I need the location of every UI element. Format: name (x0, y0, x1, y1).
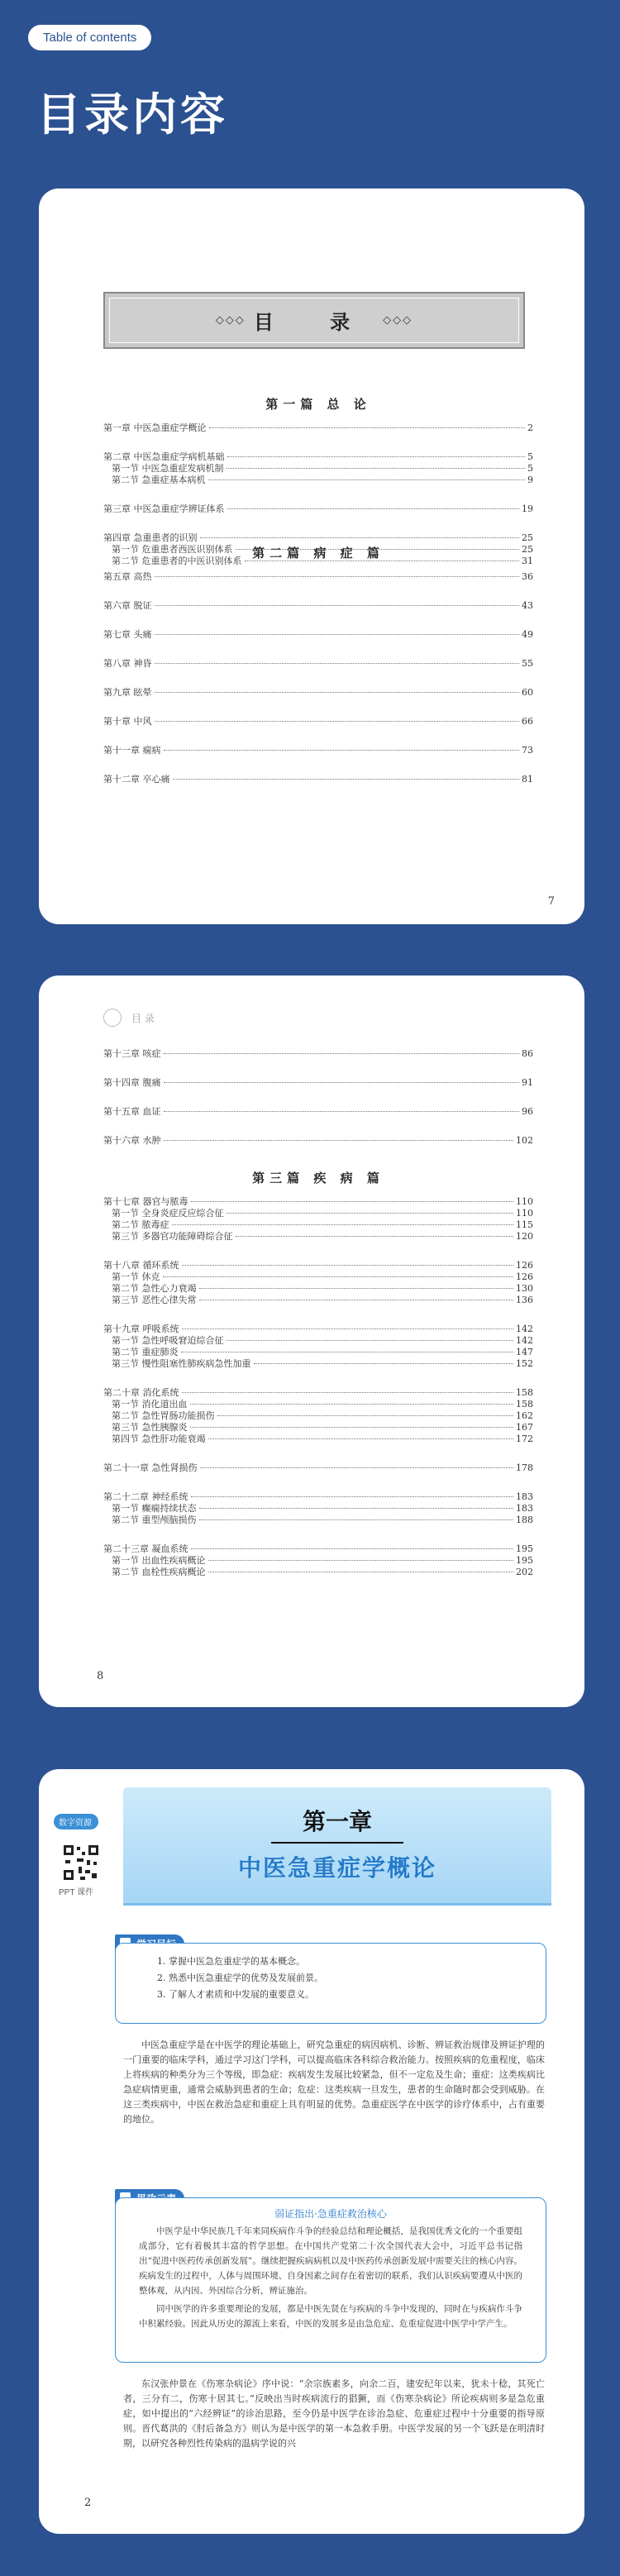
toc-entry-label: 第十九章 呼吸系统 (103, 1324, 179, 1334)
toc-page-number: 158 (516, 1399, 533, 1410)
part-title: 第一篇 总 论 (265, 397, 371, 412)
toc-heading-banner (103, 292, 525, 349)
dot-leader (163, 1276, 514, 1277)
toc-entry-label: 第十三章 咳症 (103, 1048, 161, 1059)
toc-entry-label: 第二节 急性心力衰竭 (112, 1283, 197, 1294)
dot-leader (164, 1082, 520, 1083)
chapter-title: 中医急重症学概论 (237, 1854, 436, 1882)
toc-entry-label: 第二节 急性胃肠功能损伤 (112, 1410, 215, 1421)
ideology-text: 同中医学的许多重要理论的发展，都是中医先贤在与疾病的斗争中发现的，同时在与疾病作斗争中积累经验。因此从历史的源流上来看，中医的发展多是由急危症、危重症促进中医学中学产生。 (139, 2304, 522, 2329)
toc-section-row (103, 1283, 533, 1295)
toc-page-number: 195 (516, 1555, 533, 1566)
toc-page-number: 152 (516, 1358, 533, 1369)
toc-section-row (103, 1433, 533, 1445)
dot-leader (155, 634, 520, 635)
dot-leader (208, 479, 526, 480)
dot-leader (190, 1427, 514, 1428)
dot-leader (200, 537, 520, 538)
toc-chapter-row (103, 571, 533, 583)
toc-entry-label: 第三章 中医急重症学辨证体系 (103, 503, 225, 514)
toc-page-number: 19 (522, 503, 533, 514)
toc-page-number: 110 (516, 1208, 533, 1219)
toc-chapter-row (103, 1491, 533, 1503)
toc-entry-label: 第七章 头痛 (103, 629, 152, 640)
toc-heading: 目 录 (253, 310, 375, 334)
dot-leader (190, 1404, 514, 1405)
toc-page-number: 5 (527, 463, 533, 474)
toc-page-number: 81 (522, 774, 533, 785)
toc-entry-label: 第二十三章 凝血系统 (103, 1543, 188, 1554)
toc-chapter-row (103, 532, 533, 544)
dot-leader (208, 1438, 514, 1439)
dot-leader (217, 1415, 514, 1416)
toc-chapter-row (103, 503, 533, 515)
toc-page-number: 66 (522, 716, 533, 727)
ideology-heading: 弱证指出·急重症救治核心 (274, 2208, 387, 2220)
toc-chapter-row (103, 1048, 533, 1060)
toc-section-row (103, 1335, 533, 1347)
toc-page-number: 167 (516, 1422, 533, 1433)
toc-entry-label: 第一节 癫痫持续状态 (112, 1503, 197, 1514)
toc-chapter-row (103, 1260, 533, 1271)
toc-page-number: 5 (527, 451, 533, 462)
toc-section-row (103, 1555, 533, 1567)
toc-section-row (103, 1567, 533, 1578)
toc-page-number: 60 (522, 687, 533, 698)
ornament-right-icon: ◇◇◇ (383, 314, 413, 327)
dot-leader (227, 1213, 514, 1214)
toc-page-number: 183 (516, 1491, 533, 1502)
toc-page-number: 130 (516, 1283, 533, 1294)
toc-entry-label: 第四章 急重患者的识别 (103, 532, 198, 543)
page-number: 8 (97, 1670, 104, 1682)
toc-entry-label: 第三节 急性胰腺炎 (112, 1422, 188, 1433)
digital-resource-badge: 数字资源 (54, 1814, 98, 1829)
toc-entry-label: 第六章 脱证 (103, 600, 152, 611)
toc-section-row (103, 1231, 533, 1243)
dot-leader (199, 1288, 514, 1289)
toc-entry-label: 第二十章 消化系统 (103, 1387, 179, 1398)
dot-leader (173, 779, 520, 780)
chapter-number: 第一章 (302, 1808, 372, 1835)
toc-entry-label: 第二十一章 急性肾损伤 (103, 1462, 198, 1473)
toc-page-number: 142 (516, 1324, 533, 1334)
toc-entry-label: 第十五章 血证 (103, 1106, 161, 1117)
intro-paragraph: 中医急重症学是在中医学的理论基础上，研究急重症的病因病机、诊断、辨证救治规律及辨证护理的一门重要的临床学科，通过学习这门学科，可以提高临床各科综合救治能力。按照疾病的危重程度，临床上将疾病的种类分为三个等级，即急症：疾病发生发展比较紧急，但不一定危及生命；重症：这类疾病比急症病情更重，通常会威胁到患者的生命；危症：这类疾病一旦发生，患者的生命随时都会受到威胁。在这三类疾病中，中医在救治急症和重症上具有明显的优势。急重症医学在中医学的诊疗体系中，占有重要的地位。 (123, 2039, 545, 2125)
toc-entry-label: 第二十二章 神经系统 (103, 1491, 188, 1502)
toc-page-number: 43 (522, 600, 533, 611)
publisher-logo-icon (103, 1009, 122, 1027)
toc-page-number: 188 (516, 1515, 533, 1525)
toc-entry-label: 第一章 中医急重症学概论 (103, 422, 207, 433)
dot-leader (199, 1508, 514, 1509)
toc-chapter-row (103, 1196, 533, 1208)
toc-page-number: 2 (527, 422, 533, 433)
toc-section-row (103, 463, 533, 475)
dot-leader (155, 692, 520, 693)
toc-entry-label: 第一节 休克 (112, 1271, 160, 1282)
toc-page-number: 142 (516, 1335, 533, 1346)
dot-leader (191, 1548, 514, 1549)
toc-page-number: 120 (516, 1231, 533, 1242)
ideology-text: 中医学是中华民族几千年来同疾病作斗争的经验总结和理论概括，是我国优秀文化的一个重要组成部分，它有着极其丰富的哲学思想。在中国共产党第二十次全国代表大会中，习近平总书记指出“促进中医药传承创新发展”。继续把握疾病病机以及中医药传承创新发展中需要关注的核心内容。疾病发生的过程中，人体与周围环境、自身因素之间存在着密切的联系，我们认识疾病要遵从中医的整体观，从内因、外因综合分析，辨证施治。 (139, 2226, 522, 2296)
toc-page-number: 102 (516, 1135, 533, 1146)
toc-chapter-row (103, 1387, 533, 1399)
toc-section-row (103, 1399, 533, 1410)
dot-leader (155, 576, 520, 577)
chapter-banner (123, 1787, 551, 1906)
ideology-box (115, 2197, 546, 2363)
toc-page-number: 9 (527, 475, 533, 485)
dot-leader (227, 1340, 514, 1341)
toc-page-number: 126 (516, 1260, 533, 1271)
toc-section-row (103, 1503, 533, 1515)
toc-entry-label: 第四节 急性肝功能衰竭 (112, 1433, 206, 1444)
toc-entry-label: 第一节 出血性疾病概论 (112, 1555, 206, 1566)
toc-chapter-row (103, 1462, 533, 1474)
toc-section-row (103, 1347, 533, 1358)
qr-code-icon (62, 1844, 100, 1882)
page-number: 2 (84, 2497, 92, 2509)
toc-entry-label: 第九章 眩晕 (103, 687, 152, 698)
dot-leader (199, 1519, 514, 1520)
objective-item: 2. 熟悉中医急重症学的优势及发展前景。 (157, 1973, 323, 1983)
dot-leader (155, 605, 520, 606)
toc-entry-label: 第三节 多器官功能障碍综合征 (112, 1231, 233, 1242)
toc-section-row (103, 1295, 533, 1306)
objective-item: 1. 掌握中医急危重症学的基本概念。 (157, 1956, 305, 1967)
toc-entry-label: 第十一章 痫病 (103, 745, 161, 756)
toc-page-number: 195 (516, 1543, 533, 1554)
toc-entry-label: 第一节 危重患者西医识别体系 (112, 544, 233, 555)
page-title: 目录内容 (36, 88, 228, 141)
toc-entry-label: 第二节 重型颅脑损伤 (112, 1515, 197, 1525)
toc-entry-label: 第二章 中医急重症学病机基础 (103, 451, 225, 462)
toc-page-number: 172 (516, 1433, 533, 1444)
toc-chapter-row (103, 600, 533, 612)
dot-leader (164, 1140, 514, 1141)
toc-chapter-row (103, 1106, 533, 1118)
toc-chapter-row (103, 658, 533, 670)
toc-entry-label: 第十四章 腹痛 (103, 1077, 161, 1088)
toc-page-number: 91 (522, 1077, 533, 1088)
dot-leader (227, 468, 526, 469)
toc-part2 (103, 544, 533, 785)
toc-chapter-row (103, 1077, 533, 1089)
dot-leader (164, 1111, 520, 1112)
toc-section-row (103, 1358, 533, 1370)
toc-entry-label: 第十八章 循环系统 (103, 1260, 179, 1271)
toc-entry-label: 第二节 重症肺炎 (112, 1347, 179, 1357)
toc-entry-label: 第二节 血栓性疾病概论 (112, 1567, 206, 1577)
toc-page-number: 178 (516, 1462, 533, 1473)
dot-leader (155, 721, 520, 722)
dot-leader (236, 1236, 514, 1237)
dot-leader (172, 1224, 514, 1225)
toc-entry-label: 第八章 神昏 (103, 658, 152, 669)
toc-page-number: 136 (516, 1295, 533, 1305)
toc-chapter-row (103, 422, 533, 434)
dot-leader (182, 1265, 514, 1266)
dot-leader (191, 1201, 514, 1202)
dot-leader (164, 1053, 520, 1054)
dot-leader (200, 1467, 514, 1468)
toc-entry-label: 第一节 中医急重症发病机制 (112, 463, 224, 474)
objectives-box (115, 1943, 546, 2024)
running-head (103, 1009, 155, 1027)
qr-label: PPT 课件 (59, 1888, 94, 1897)
chapter-page-2 (39, 1769, 584, 2534)
dot-leader (164, 750, 520, 751)
toc-page-number: 36 (522, 571, 533, 582)
toc-entry-label: 第一节 消化道出血 (112, 1399, 188, 1410)
ornament-left-icon: ◇◇◇ (215, 314, 246, 327)
toc-section-row (103, 475, 533, 486)
dot-leader (155, 663, 520, 664)
toc-page-7 (39, 188, 584, 924)
toc-section-row (103, 1271, 533, 1283)
toc-section-row (103, 1208, 533, 1219)
toc-entry-label: 第五章 高热 (103, 571, 152, 582)
page-number: 7 (547, 895, 555, 908)
toc-page-number: 25 (522, 544, 533, 555)
history-paragraph: 东汉张仲景在《伤寒杂病论》序中说：“余宗族素多，向余二百，建安纪年以来，犹未十稔，其死亡者，三分有二，伤寒十居其七。”反映出当时疾病流行的猖獗，而《伤寒杂病论》所论疾病则多是急危重症，如中提出的“六经辨证”的诊治思路，至今仍是中医学在诊治急症、危重症过程中十分重要的指导原则。晋代葛洪的《肘后备急方》则认为是中医学的第一本急救手册。中医学发展的另一个飞跃是在明清时期，以研究各种烈性传染病的温病学说的兴 (123, 2378, 545, 2449)
divider (271, 1842, 403, 1844)
toc-chapter-row (103, 451, 533, 463)
toc-chapter-row (103, 687, 533, 699)
toc-chapter-row (103, 1543, 533, 1555)
toc-entry-label: 第三节 慢性阻塞性肺疾病急性加重 (112, 1358, 251, 1369)
toc-page-number: 96 (522, 1106, 533, 1117)
toc-part1 (103, 395, 533, 567)
toc-part3 (103, 1169, 533, 1578)
toc-page-number: 202 (516, 1567, 533, 1577)
toc-entry-label: 第十七章 器官与脓毒 (103, 1196, 188, 1207)
dot-leader (208, 1560, 514, 1561)
toc-entry-label: 第二节 危重患者的中医识别体系 (112, 556, 242, 566)
toc-page-number: 126 (516, 1271, 533, 1282)
toc-page-number: 110 (516, 1196, 533, 1207)
toc-entry-label: 第一节 急性呼吸窘迫综合征 (112, 1335, 224, 1346)
part-title: 第二篇 病 症 篇 (252, 546, 384, 561)
toc-page-number: 147 (516, 1347, 533, 1357)
toc-entry-label: 第三节 恶性心律失常 (112, 1295, 197, 1305)
toc-entry-label: 第十二章 卒心痛 (103, 774, 170, 785)
dot-leader (209, 427, 526, 428)
toc-page-8 (39, 976, 584, 1707)
part-title: 第三篇 疾 病 篇 (252, 1171, 384, 1185)
objective-item: 3. 了解人才素质和中发展的重要意义。 (157, 1989, 314, 2000)
toc-section-row (103, 1515, 533, 1526)
toc-entry-label: 第十章 中风 (103, 716, 152, 727)
toc-pill-label: Table of contents (28, 25, 151, 50)
toc-section-row (103, 1410, 533, 1422)
toc-entry-label: 第二节 急重症基本病机 (112, 475, 206, 485)
toc-chapter-row (103, 745, 533, 756)
toc-page-number: 162 (516, 1410, 533, 1421)
toc-page-number: 25 (522, 532, 533, 543)
toc-chapter-row (103, 1324, 533, 1335)
toc-page-number: 115 (516, 1219, 533, 1230)
dot-leader (191, 1496, 514, 1497)
toc-entry-label: 第一节 全身炎症反应综合征 (112, 1208, 224, 1219)
toc-chapter-row (103, 1135, 533, 1147)
toc-chapter-row (103, 629, 533, 641)
toc-page-number: 86 (522, 1048, 533, 1059)
toc-page-number: 31 (522, 556, 533, 566)
toc-page-number: 183 (516, 1503, 533, 1514)
dot-leader (254, 1363, 514, 1364)
running-head-text: 目 录 (131, 1012, 155, 1024)
toc-entry-label: 第二节 脓毒症 (112, 1219, 169, 1230)
toc-continued (103, 1048, 533, 1147)
toc-page-number: 73 (522, 745, 533, 756)
toc-page-number: 158 (516, 1387, 533, 1398)
dot-leader (227, 508, 520, 509)
toc-page-number: 49 (522, 629, 533, 640)
toc-section-row (103, 1219, 533, 1231)
toc-section-row (103, 1422, 533, 1433)
dot-leader (182, 1392, 514, 1393)
toc-chapter-row (103, 774, 533, 785)
toc-entry-label: 第十六章 水肿 (103, 1135, 161, 1146)
toc-chapter-row (103, 716, 533, 727)
dot-leader (227, 456, 526, 457)
toc-page-number: 55 (522, 658, 533, 669)
